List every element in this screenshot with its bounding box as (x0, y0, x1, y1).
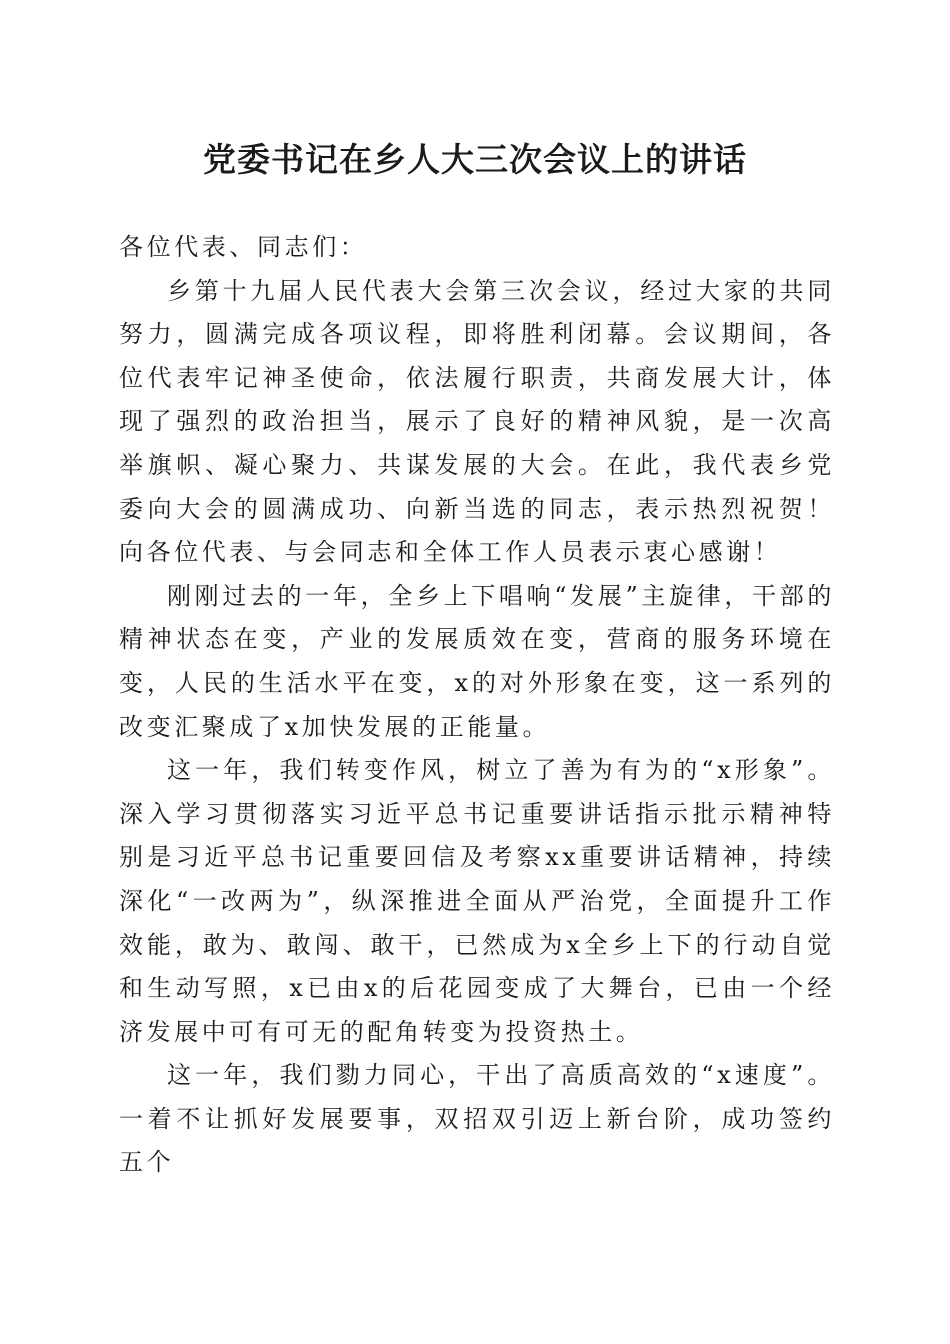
document-title: 党委书记在乡人大三次会议上的讲话 (203, 140, 747, 179)
paragraph-4: 这一年，我们勠力同心，干出了高质高效的“x速度”。一着不让抓好发展要事，双招双引迈上新台阶，成功签约五个 (119, 1061, 835, 1177)
paragraph-3: 这一年，我们转变作风，树立了善为有为的“x形象”。深入学习贯彻落实习近平总书记重要讲话指示批示精神特别是习近平总书记重要回信及考察xx重要讲话精神，持续深化“一改两为”，纵深推进全面从严治党，全面提升工作效能，敢为、敢闯、敢干，已然成为x全乡上下的行动自觉和生动写照，x已由x的后花园变成了大舞台，已由一个经济发展中可有可无的配角转变为投资热土。 (119, 756, 835, 1046)
document-body (119, 226, 835, 1185)
paragraph-1: 乡第十九届人民代表大会第三次会议，经过大家的共同努力，圆满完成各项议程，即将胜利闭幕。会议期间，各位代表牢记神圣使命，依法履行职责，共商发展大计，体现了强烈的政治担当，展示了良好的精神风貌，是一次高举旗帜、凝心聚力、共谋发展的大会。在此，我代表乡党委向大会的圆满成功、向新当选的同志，表示热烈祝贺！向各位代表、与会同志和全体工作人员表示衷心感谢！ (119, 276, 835, 567)
salutation: 各位代表、同志们： (119, 233, 368, 261)
paragraph-2: 刚刚过去的一年，全乡上下唱响“发展”主旋律，干部的精神状态在变，产业的发展质效在变，营商的服务环境在变，人民的生活水平在变，x的对外形象在变，这一系列的改变汇聚成了x加快发展的正能量。 (119, 581, 835, 741)
